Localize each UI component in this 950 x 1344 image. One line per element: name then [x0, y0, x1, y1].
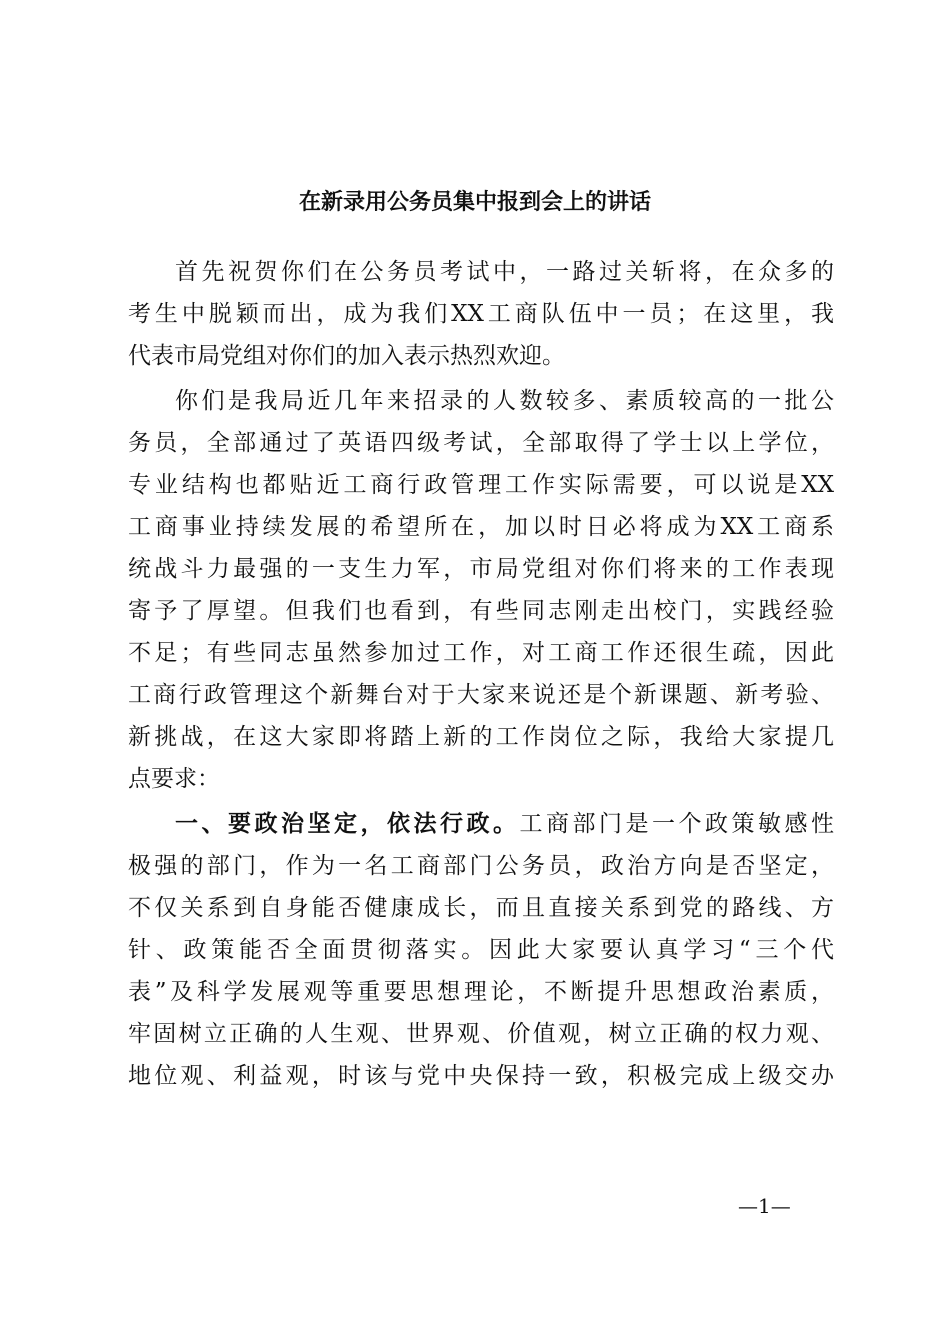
paragraph-1-line-1: 首先祝贺你们在公务员考试中，一路过关斩将，在众多的: [175, 259, 834, 285]
paragraph-1-line-3: 代表市局党组对你们的加入表示热烈欢迎。: [128, 343, 565, 369]
paragraph-2-line-5: 统战斗力最强的一支生力军，市局党组对你们将来的工作表现: [128, 556, 834, 582]
paragraph-3-line-1-rest: 工商部门是一个政策敏感性: [519, 811, 834, 837]
document-body: [128, 251, 834, 1097]
paragraph-3-line-3: 不仅关系到自身能否健康成长，而且直接关系到党的路线、方: [128, 895, 834, 921]
paragraph-3-line-7: 地位观、利益观，时该与党中央保持一致，积极完成上级交办: [128, 1063, 834, 1089]
section-heading-1: 一、要政治坚定，依法行政。: [175, 810, 520, 837]
paragraph-2-line-1: 你们是我局近几年来招录的人数较多、素质较高的一批公: [175, 388, 834, 414]
paragraph-2-line-8: 工商行政管理这个新舞台对于大家来说还是个新课题、新考验、: [128, 682, 834, 708]
paragraph-3-line-4: 针、政策能否全面贯彻落实。因此大家要认真学习“三个代: [128, 937, 834, 963]
document-title: 在新录用公务员集中报到会上的讲话: [298, 189, 651, 215]
paragraph-2-line-2: 务员，全部通过了英语四级考试，全部取得了学士以上学位，: [128, 430, 834, 456]
paragraph-2-line-10: 点要求：: [128, 766, 220, 792]
paragraph-2-line-6: 寄予了厚望。但我们也看到，有些同志刚走出校门，实践经验: [128, 598, 834, 624]
paragraph-3-line-2: 极强的部门，作为一名工商部门公务员，政治方向是否坚定，: [128, 853, 834, 879]
paragraph-2-line-4: 工商事业持续发展的希望所在，加以时日必将成为XX工商系: [128, 514, 834, 540]
paragraph-3-line-6: 牢固树立正确的人生观、世界观、价值观，树立正确的权力观、: [128, 1021, 834, 1047]
paragraph-2-line-7: 不足；有些同志虽然参加过工作，对工商工作还很生疏，因此: [128, 640, 834, 666]
paragraph-2-line-9: 新挑战，在这大家即将踏上新的工作岗位之际，我给大家提几: [128, 724, 834, 750]
paragraph-2-line-3: 专业结构也都贴近工商行政管理工作实际需要，可以说是XX: [128, 472, 834, 498]
page-number: —1—: [738, 1194, 791, 1218]
paragraph-1-line-2: 考生中脱颖而出，成为我们XX工商队伍中一员；在这里，我: [128, 301, 834, 327]
paragraph-3-line-5: 表”及科学发展观等重要思想理论，不断提升思想政治素质，: [128, 979, 834, 1005]
paragraph-3-line-1: [128, 803, 834, 845]
